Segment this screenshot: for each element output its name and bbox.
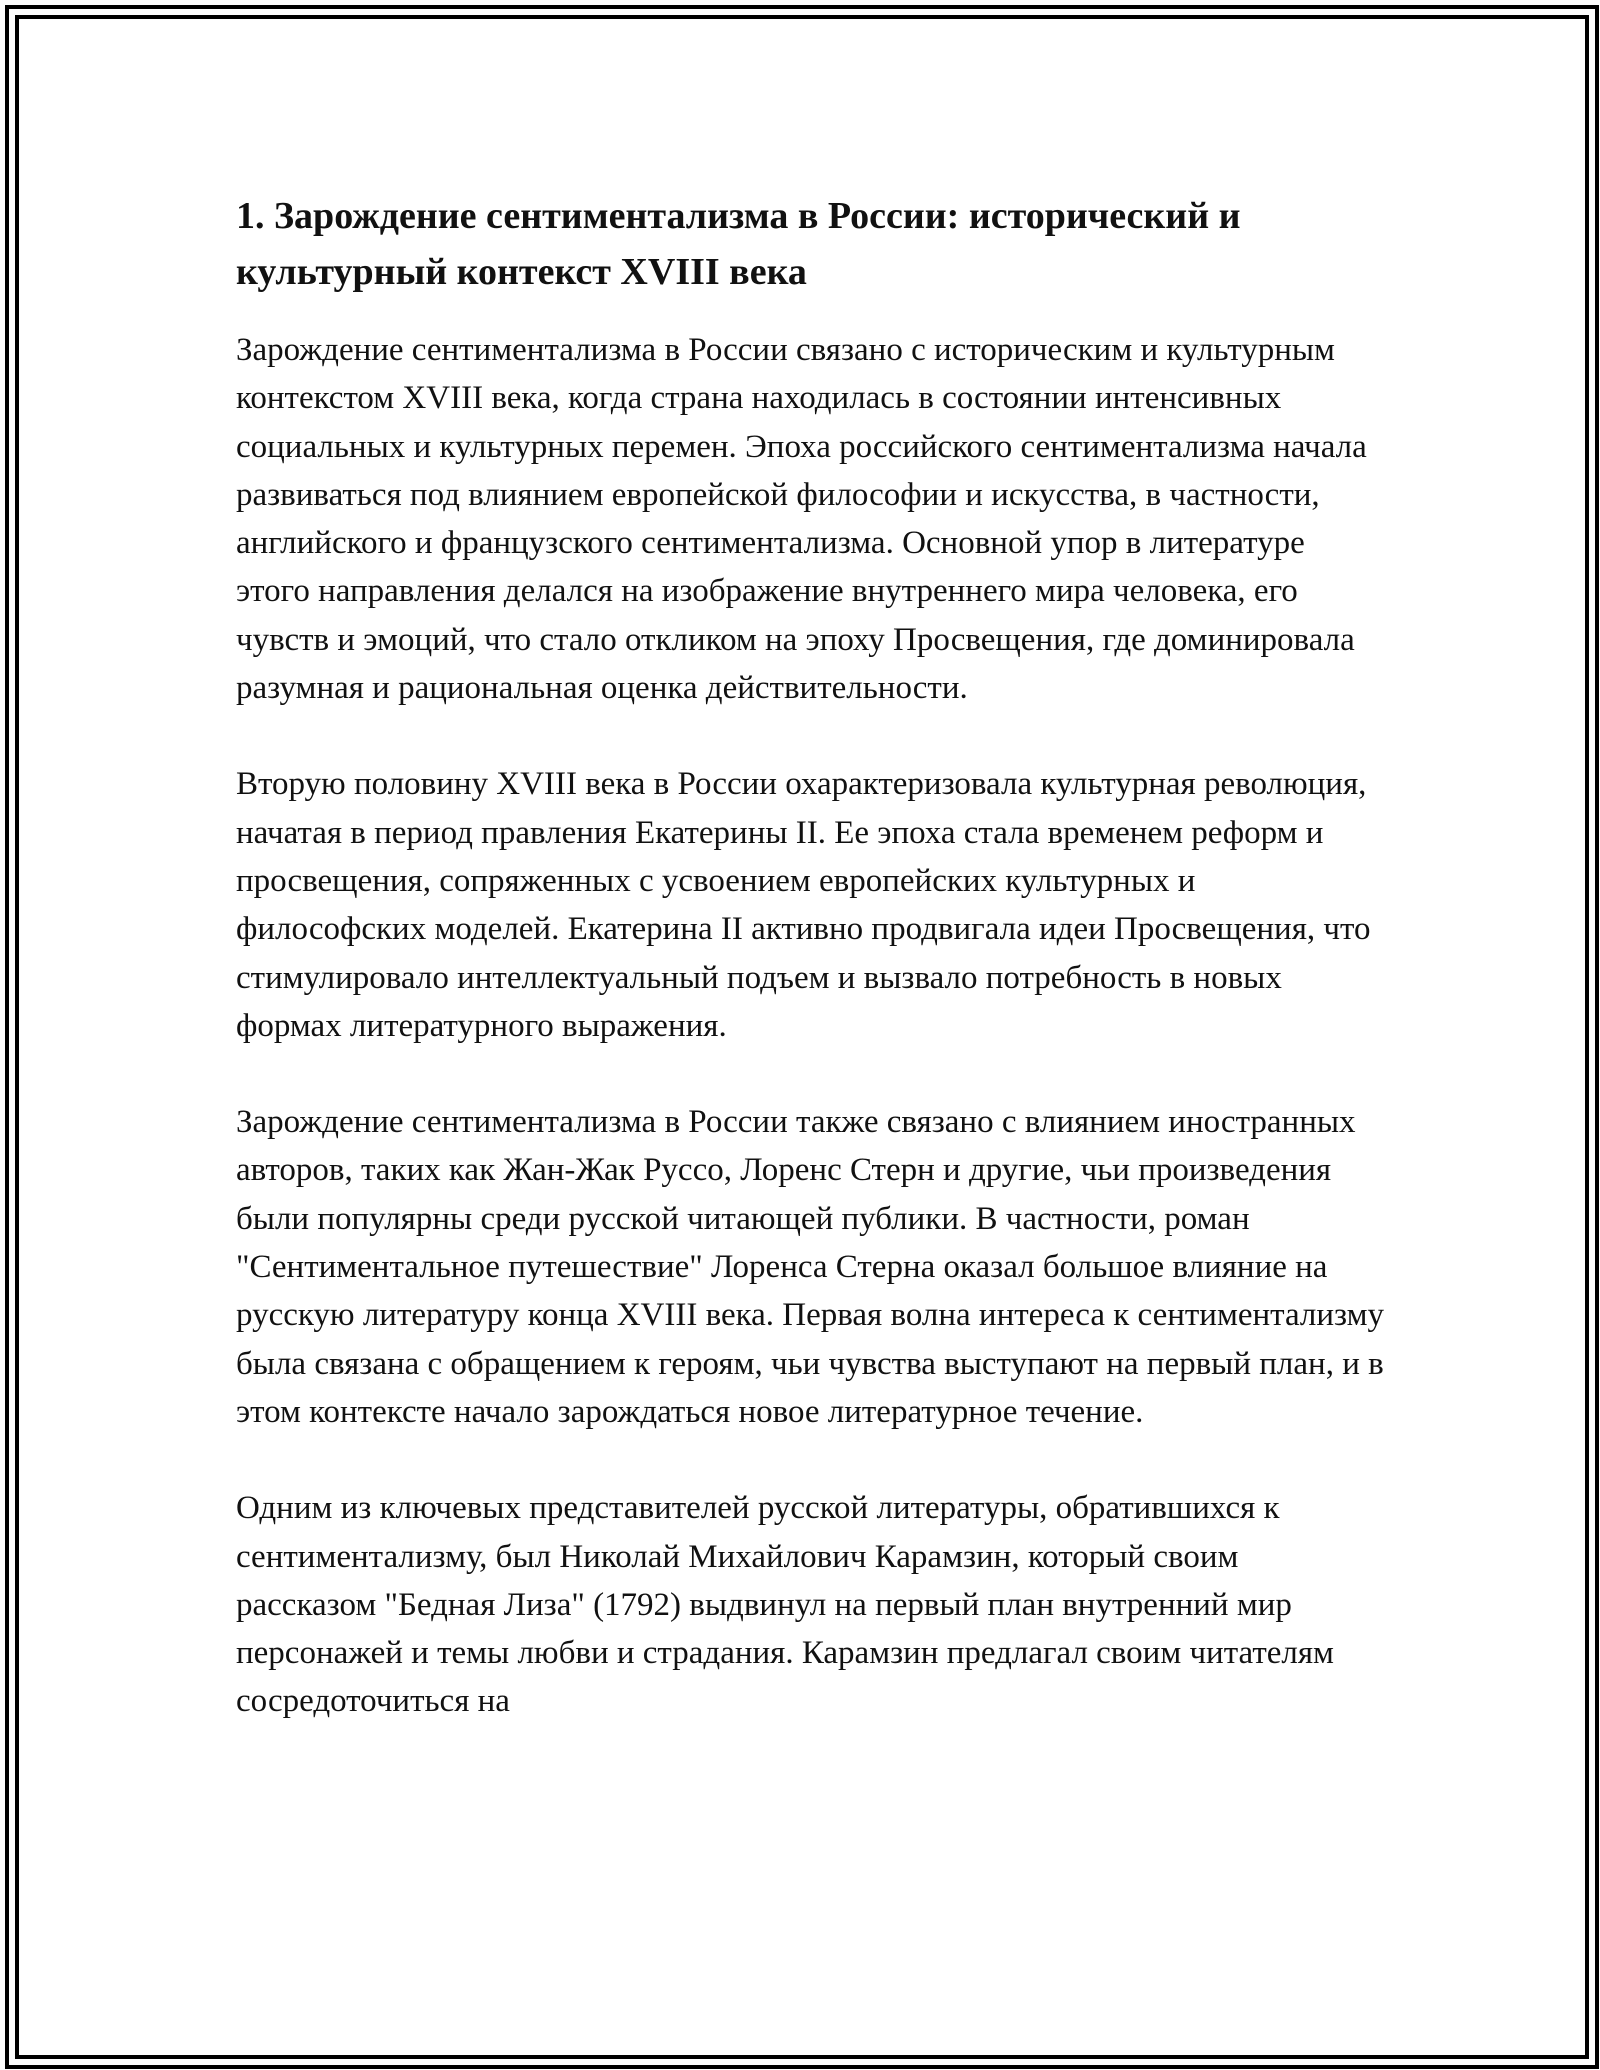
- paragraph-2: Вторую половину XVIII века в России охарактеризовала культурная революция, начатая в период правления Екатерины II. Ее эпоха стала временем реформ и просвещения, сопряженных с усвоением европейских культурных и философских моделей. Екатерина II активно продвигала идеи Просвещения, что стимулировало интеллектуальный подъем и вызвало потребность в новых формах литературного выражения.: [236, 766, 1371, 1044]
- paragraph-3: Зарождение сентиментализма в России также связано с влиянием иностранных авторов, таких как Жан-Жак Руссо, Лоренс Стерн и другие, чьи произведения были популярны среди русской читающей публики. В частности, роман "Сентиментальное путешествие" Лоренса Стерна оказал большое влияние на русскую литературу конца XVIII века. Первая волна интереса к сентиментализму была связана с обращением к героям, чьи чувства выступают на первый план, и в этом контексте начало зарождаться новое литературное течение.: [236, 1104, 1384, 1430]
- document-page: [236, 188, 1386, 1774]
- paragraph-4: Одним из ключевых представителей русской литературы, обратившихся к сентиментализму, был Николай Михайлович Карамзин, который своим рассказом "Бедная Лиза" (1792) выдвинул на первый план внутренний мир персонажей и темы любви и страдания. Карамзин предлагал своим читателям сосредоточиться на: [236, 1490, 1334, 1720]
- section-heading: 1. Зарождение сентиментализма в России: исторический и культурный контекст XVIII века: [236, 195, 1241, 293]
- paragraph-1: Зарождение сентиментализма в России связано с историческим и культурным контекстом XVIII века, когда страна находилась в состоянии интенсивных социальных и культурных перемен. Эпоха российского сентиментализма начала развиваться под влиянием европейской философии и искусства, в частности, английского и французского сентиментализма. Основной упор в литературе этого направления делался на изображение внутреннего мира человека, его чувств и эмоций, что стало откликом на эпоху Просвещения, где доминировала разумная и рациональная оценка действительности.: [236, 332, 1367, 707]
